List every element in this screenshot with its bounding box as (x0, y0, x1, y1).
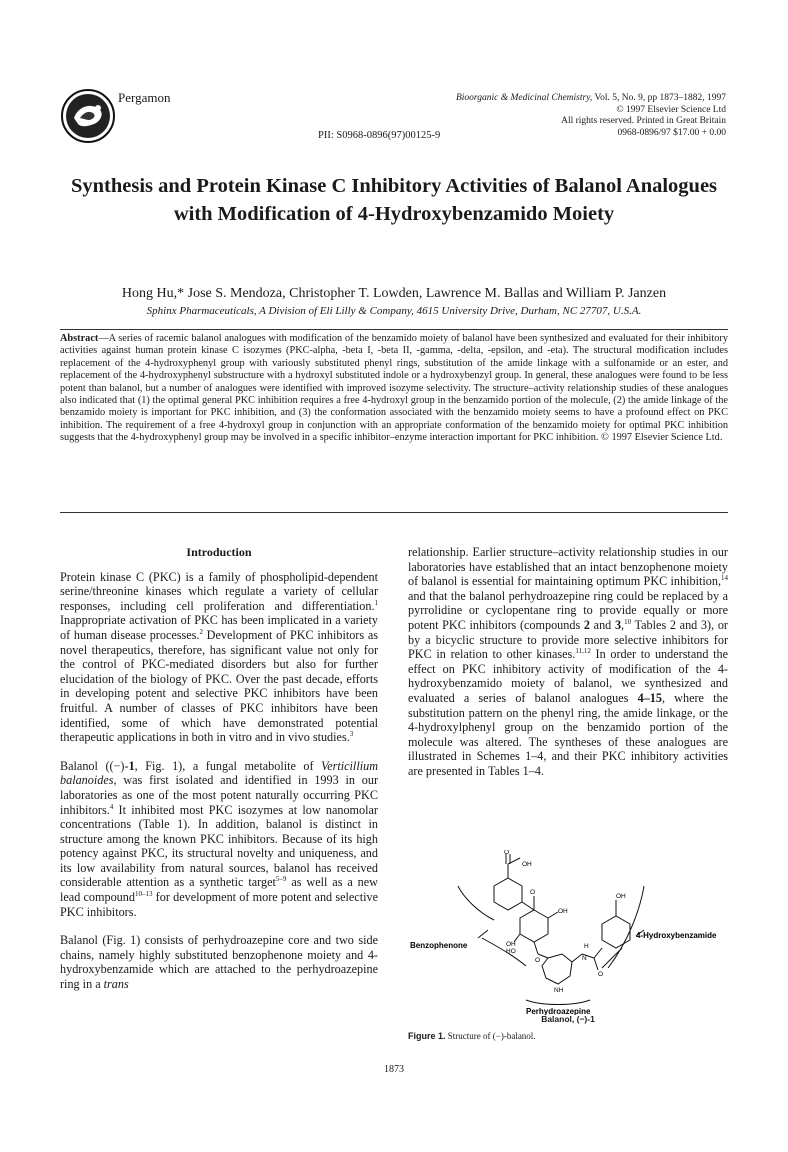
abstract-text: —A series of racemic balanol analogues with modification of the benzamido moiety of balanol have been synthesized and evaluated for their inhibitory activities against human protein kinase C isozymes (PKC-alpha, -beta I, -beta II, -gamma, -delta, -epsilon, and -eta). The structural modification includes replacement of the 4-hydroxyphenyl group with variously substituted phenyl rings, substitution of the amide linkage with a sulfonamide or an ester, and replacement of the 4-hydroxyphenyl substructure with a hydroxyl substituted indole or a hydroxybenzyl group. In general, these analogues were found to be less potent than balanol, but a number of analogues were identified with improved isozyme selectivity. The structure–activity relationship studies of these analogues also indicated that (1) the optimal general PKC inhibition requires a free 4-hydroxyl group in the benzamido portion of the molecule, (2) the amide linkage of the benzamido moiety is important for PKC inhibition, and (3) the conformation associated with the benzamido moiety seems to have a profound effect on PKC inhibition. The requirement of a free 4-hydroxyl group in conjunction with an appropriate conformation of the benzamido moiety for optimal PKC inhibition suggests that the 4-hydroxyphenyl group may be involved in a specific inhibitor–enzyme interaction important for PKC inhibition. © 1997 Elsevier Science Ltd. (60, 333, 728, 444)
atom-o-4: O (598, 971, 604, 978)
figure-caption: Figure 1. Structure of (−)-balanol. (408, 1031, 536, 1041)
journal-title: Bioorganic & Medicinal Chemistry, (455, 93, 593, 103)
article-title: Synthesis and Protein Kinase C Inhibitory Activities of Balanol Analogues with Modification of 4-Hydroxybenzamido Moiety (70, 175, 718, 225)
atom-o-3: O (535, 957, 541, 964)
atom-oh-4: OH (616, 893, 626, 900)
atom-h: H (584, 943, 589, 950)
label-benzophenone: Benzophenone (410, 941, 468, 950)
atom-n: N (582, 955, 587, 962)
atom-nh: NH (554, 987, 564, 994)
publisher-name: Pergamon (118, 90, 171, 105)
author-affiliation: Sphinx Pharmaceuticals, A Division of Eli Lilly & Company, 4615 University Drive, Durham, NC 27707, U.S.A. (146, 305, 642, 317)
issn-price: 0968-0896/97 $17.00 + 0.00 (617, 127, 726, 138)
left-column (60, 545, 378, 1006)
author-list: Hong Hu,* Jose S. Mendoza, Christopher T. Lowden, Lawrence M. Ballas and William P. Janzen (121, 286, 667, 301)
intro-paragraph-1: Protein kinase C (PKC) is a family of phospholipid-dependent serine/threonine kinases which regulate a variety of cellular responses, including cell proliferation and differentiation.$^1$ Inappropriate activation of PKC has been implicated in a variety of human disease processes.$^2$ Development of PKC inhibitors as novel therapeutics, therefore, has significant value not only for the control of PKC-mediated disorders but also for further elucidation of the biology of PKC. Over the past decade, efforts in developing potent and selective PKC inhibitors have been fruitful. A number of classes of PKC inhibitors have been identified, some of which have demonstrated potential therapeutic applications in both in vitro and in vivo studies.$^3$ (60, 569, 378, 745)
label-perhydroazepine: Perhydroazepine (526, 1007, 591, 1015)
journal-info (456, 93, 726, 139)
atom-oh-1: OH (522, 861, 532, 868)
section-heading-introduction: Introduction (186, 545, 252, 559)
label-hydroxybenzamide: 4-Hydroxybenzamide (636, 931, 717, 940)
atom-o-2: O (530, 889, 536, 896)
abstract-top-rule (60, 329, 728, 330)
intro-paragraph-2: Balanol ((−)-1, Fig. 1), a fungal metabolite of Verticillium balanoides, was first isolated and identified in 1993 in our laboratories as one of the most potent naturally occurring PKC inhibitors.$^4$ It inhibited most PKC isozymes at low nanomolar concentrations (Table 1). In addition, balanol is distinct in structure among the known PKC inhibitors. Because of its high potency against PKC, its structural novelty and uniqueness, and its low availability from natural sources, balanol has received considerable attention as a synthetic target$^{5-9}$ as well as a new lead compound$^{10-13}$ for development of more potent and selective PKC inhibitors. (60, 758, 378, 919)
abstract-bottom-rule (60, 512, 728, 513)
pii-code: PII: S0968-0896(97)00125-9 (318, 130, 441, 141)
abstract (60, 333, 728, 445)
atom-ho: HO (506, 948, 516, 955)
figure-1 (408, 850, 728, 1050)
compound-name: Balanol, (−)-1 (541, 1014, 595, 1024)
right-column (408, 545, 728, 793)
balanol-structure (408, 850, 728, 1015)
intro-paragraph-3: Balanol (Fig. 1) consists of perhydroazepine core and two side chains, namely highly substituted benzophenone moiety and 4-hydroxybenzamide which are attached to the perhydroazepine ring in a trans (60, 933, 378, 992)
atom-oh-3: OH (506, 941, 516, 948)
abstract-label: Abstract (60, 333, 99, 344)
atom-oh-2: OH (558, 908, 568, 915)
atom-o-1: O (504, 850, 510, 856)
intro-paragraph-4: relationship. Earlier structure–activity relationship studies in our laboratories have established that an intact benzophenone moiety of balanol is essential for maintaining optimum PKC inhibition,$^{14}$ and that the balanol perhydroazepine ring could be replaced by a pyrrolidine or cyclopentane ring to provide equally or more potent PKC inhibitors (compounds 2 and 3,10 Tables 2 and 3), or by a bicyclic structure to provide more selective inhibitors for PKC in relation to other kinases.$^{11,12}$ In order to understand the effect on PKC inhibitory activity of modification of the 4-hydroxybenzamido moiety of balanol, we synthesized and evaluated a series of balanol analogues 4–15, where the substitution pattern on the phenyl ring, the amide linkage, or the 4-hydroxylphenyl group on the benzamido portion of the molecule was altered. The syntheses of these analogues are illustrated in Schemes 1–4, and their PKC inhibitory activities are presented in Tables 1–4. (408, 545, 729, 778)
rights-line: All rights reserved. Printed in Great Britain (561, 116, 726, 126)
journal-volume: Vol. 5, No. 9, pp 1873–1882, 1997 (594, 93, 726, 103)
page-number: 1873 (384, 1064, 404, 1075)
pergamon-logo (60, 88, 116, 144)
copyright-line: © 1997 Elsevier Science Ltd (616, 104, 726, 115)
